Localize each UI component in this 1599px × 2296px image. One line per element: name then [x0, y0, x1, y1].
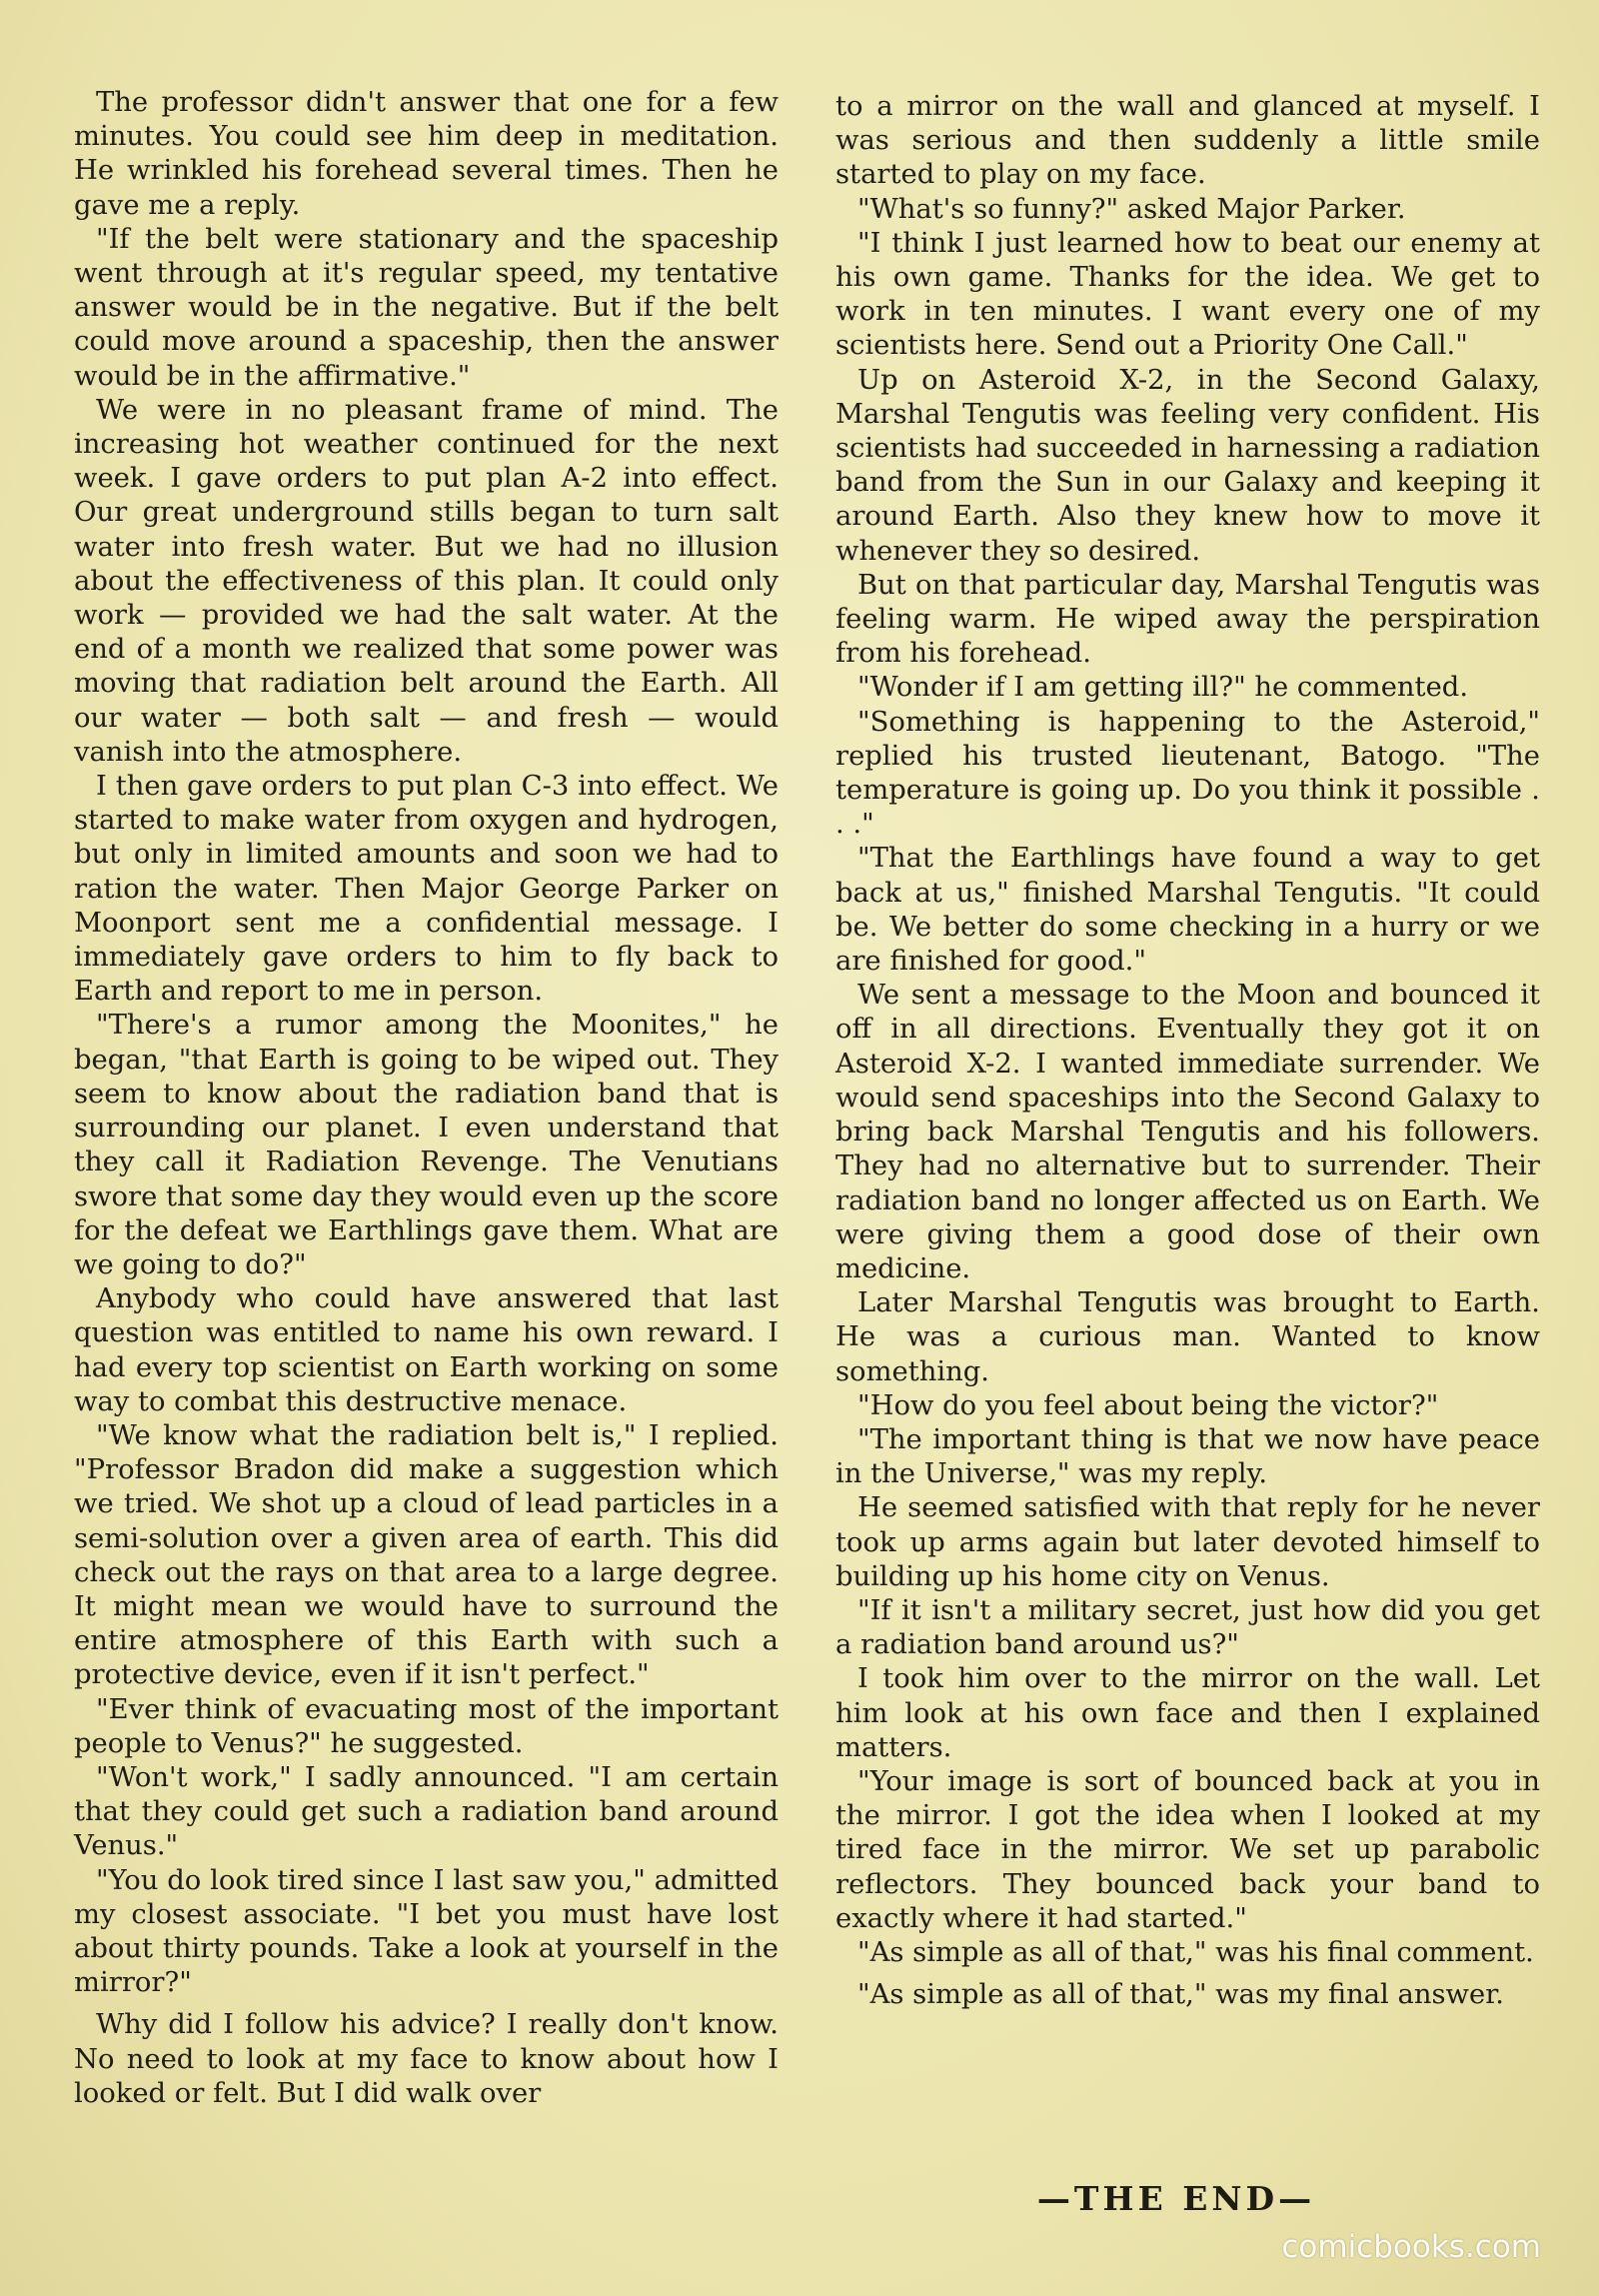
paragraph: to a mirror on the wall and glanced at myself. I was serious and then suddenly a little smile started to play on my face.	[835, 91, 1540, 191]
paragraph: I took him over to the mirror on the wall. Let him look at his own face and then I explained matters.	[835, 1663, 1540, 1763]
paragraph: Why did I follow his advice? I really don't know. No need to look at my face to know about how I looked or felt. But I did walk over	[74, 2009, 779, 2109]
paragraph: "Your image is sort of bounced back at you in the mirror. I got the idea when I looked at my tired face in the mirror. We set up parabolic reflectors. They bounced back your band to exactly where it had started."	[835, 1765, 1540, 1934]
paragraph: Up on Asteroid X-2, in the Second Galaxy, Marshal Tengutis was feeling very confident. His scientists had succeeded in harnessing a radiation band from the Sun in our Galaxy and keeping it around Earth. Also they knew how to move it whenever they so desired.	[835, 364, 1540, 567]
paragraph: "As simple as all of that," was my final answer.	[857, 1979, 1504, 2011]
paragraph: "Ever think of evacuating most of the important people to Venus?" he suggested.	[74, 1693, 779, 1759]
paragraph: "We know what the radiation belt is," I replied. "Professor Bradon did make a suggestion which we tried. We shot up a cloud of lead particles in a semi-solution over a given area of earth. This did check out the rays on that area to a large degree. It might mean we would have to surround the entire atmosphere of this Earth with such a protective device, even if it isn't perfect."	[74, 1419, 779, 1691]
paragraph: "As simple as all of that," was his final comment.	[857, 1936, 1534, 1968]
paragraph: We were in no pleasant frame of mind. The increasing hot weather continued for the next week. I gave orders to put plan A-2 into effect. Our great underground stills began to turn salt water into fresh water. But we had no illusion about the effectiveness of this plan. It could only work — provided we had the salt water. At the end of a month we realized that some power was moving that radiation belt around the Earth. All our water — both salt — and fresh — would vanish into the atmosphere.	[74, 394, 779, 768]
paragraph: Anybody who could have answered that last question was entitled to name his own reward. I had every top scientist on Earth working on some way to combat this destructive menace.	[74, 1283, 779, 1417]
paragraph: We sent a message to the Moon and bounced it off in all directions. Eventually they got it on Asteroid X-2. I wanted immediate surrender. We would send spaceships into the Second Galaxy to bring back Marshal Tengutis and his followers. They had no alternative but to surrender. Their radiation band no longer affected us on Earth. We were giving them a good dose of their own medicine.	[835, 980, 1540, 1284]
paragraph: "Won't work," I sadly announced. "I am certain that they could get such a radiation band around Venus."	[74, 1761, 779, 1862]
paragraph: "If the belt were stationary and the spaceship went through at it's regular speed, my tentative answer would be in the negative. But if the belt could move around a spaceship, then the answer would be in the affirmative."	[74, 223, 779, 392]
watermark: comicbooks.com	[1281, 2229, 1541, 2265]
paragraph: "How do you feel about being the victor?"	[857, 1389, 1439, 1421]
paragraph: "Wonder if I am getting ill?" he commented.	[857, 672, 1469, 704]
paragraph: He seemed satisfied with that reply for he never took up arms again but later devoted himself to building up his home city on Venus.	[835, 1492, 1540, 1592]
paragraph: I then gave orders to put plan C-3 into effect. We started to make water from oxygen and hydrogen, but only in limited amounts and soon we had to ration the water. Then Major George Parker on Moonport sent me a confidential message. I immediately gave orders to him to fly back to Earth and report to me in person.	[74, 771, 779, 1008]
paragraph: "That the Earthlings have found a way to get back at us," finished Marshal Tengutis. "It could be. We better do some checking in a hurry or we are finished for good."	[835, 843, 1540, 978]
the-end-marker: —THE END—	[1036, 2179, 1316, 2218]
paragraph: But on that particular day, Marshal Tengutis was feeling warm. He wiped away the perspiration from his forehead.	[835, 569, 1540, 670]
paragraph: "The important thing is that we now have peace in the Universe," was my reply.	[835, 1423, 1540, 1490]
paragraph: "Something is happening to the Asteroid," replied his trusted lieutenant, Batogo. "The temperature is going up. Do you think it possible . . ."	[835, 706, 1540, 841]
left-text-column	[74, 86, 779, 2111]
paragraph: "If it isn't a military secret, just how did you get a radiation band around us?"	[835, 1594, 1540, 1661]
paragraph: Later Marshal Tengutis was brought to Earth. He was a curious man. Wanted to know something.	[835, 1287, 1540, 1387]
right-text-column	[835, 90, 1540, 2012]
paragraph: "I think I just learned how to beat our enemy at his own game. Thanks for the idea. We get to work in ten minutes. I want every one of my scientists here. Send out a Priority One Call."	[835, 227, 1540, 362]
paragraph: The professor didn't answer that one for a few minutes. You could see him deep in meditation. He wrinkled his forehead several times. Then he gave me a reply.	[74, 87, 779, 221]
paragraph: "There's a rumor among the Moonites," he began, "that Earth is going to be wiped out. They seem to know about the radiation band that is surrounding our planet. I even understand that they call it Radiation Revenge. The Venutians swore that some day they would even up the score for the defeat we Earthlings gave them. What are we going to do?"	[74, 1010, 779, 1280]
paragraph: "You do look tired since I last saw you," admitted my closest associate. "I bet you must have lost about thirty pounds. Take a look at yourself in the mirror?"	[74, 1864, 779, 1999]
paragraph: "What's so funny?" asked Major Parker.	[857, 193, 1406, 225]
